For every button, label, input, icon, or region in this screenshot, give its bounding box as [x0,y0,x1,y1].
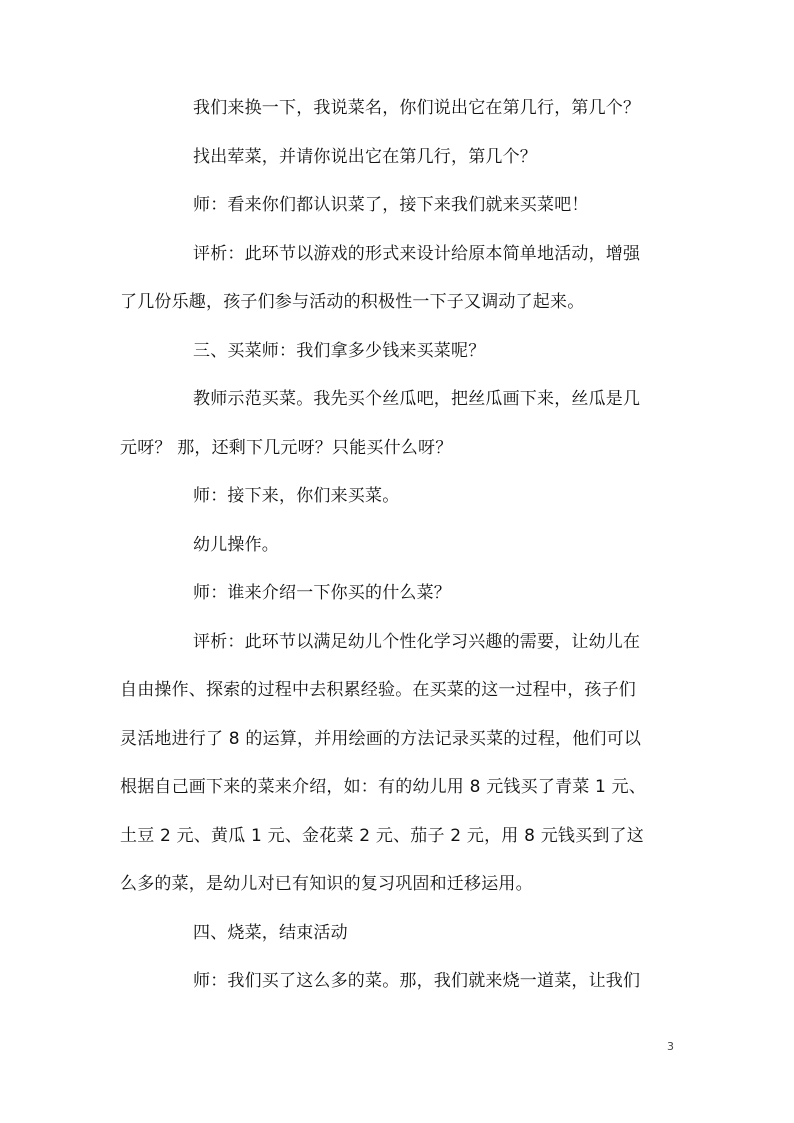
page-number: 3 [667,1040,674,1053]
text-line-5: 了几份乐趣，孩子们参与活动的积极性一下子又调动了起来。 [120,292,585,312]
section-heading-4: 四、烧菜，结束活动 [193,923,348,943]
text-line-17: 么多的菜，是幼儿对已有知识的复习巩固和迁移运用。 [120,874,533,894]
text-line-14: 灵活地进行了 8 的运算，并用绘画的方法记录买菜的过程，他们可以 [120,729,642,749]
text-line-3: 师：看来你们都认识菜了，接下来我们就来买菜吧！ [193,195,589,215]
text-line-13: 自由操作、探索的过程中去积累经验。在买菜的这一过程中，孩子们 [120,680,636,700]
text-line-4: 评析：此环节以游戏的形式来设计给原本简单地活动，增强 [193,244,641,264]
text-line-19: 师：我们买了这么多的菜。那，我们就来烧一道菜，让我们 [193,971,641,991]
text-line-15: 根据自己画下来的菜来介绍，如：有的幼儿用 8 元钱买了青菜 1 元、 [120,777,647,797]
text-line-12: 评析：此环节以满足幼儿个性化学习兴趣的需要，让幼儿在 [193,632,641,652]
text-line-16: 土豆 2 元、黄瓜 1 元、金花菜 2 元、茄子 2 元，用 8 元钱买到了这 [120,826,644,846]
text-line-11: 师：谁来介绍一下你买的什么菜？ [193,583,451,603]
text-line-9: 师：接下来，你们来买菜。 [193,486,400,506]
text-line-8: 元呀？ 那，还剩下几元呀？只能买什么呀？ [120,438,453,458]
text-line-7: 教师示范买菜。我先买个丝瓜吧，把丝瓜画下来，丝瓜是几 [193,389,641,409]
text-line-1: 我们来换一下，我说菜名，你们说出它在第几行，第几个？ [193,98,641,118]
text-line-2: 找出荤菜，并请你说出它在第几行，第几个？ [193,147,537,167]
text-line-10: 幼儿操作。 [193,535,279,555]
section-heading-3: 三、买菜师：我们拿多少钱来买菜呢？ [193,341,486,361]
